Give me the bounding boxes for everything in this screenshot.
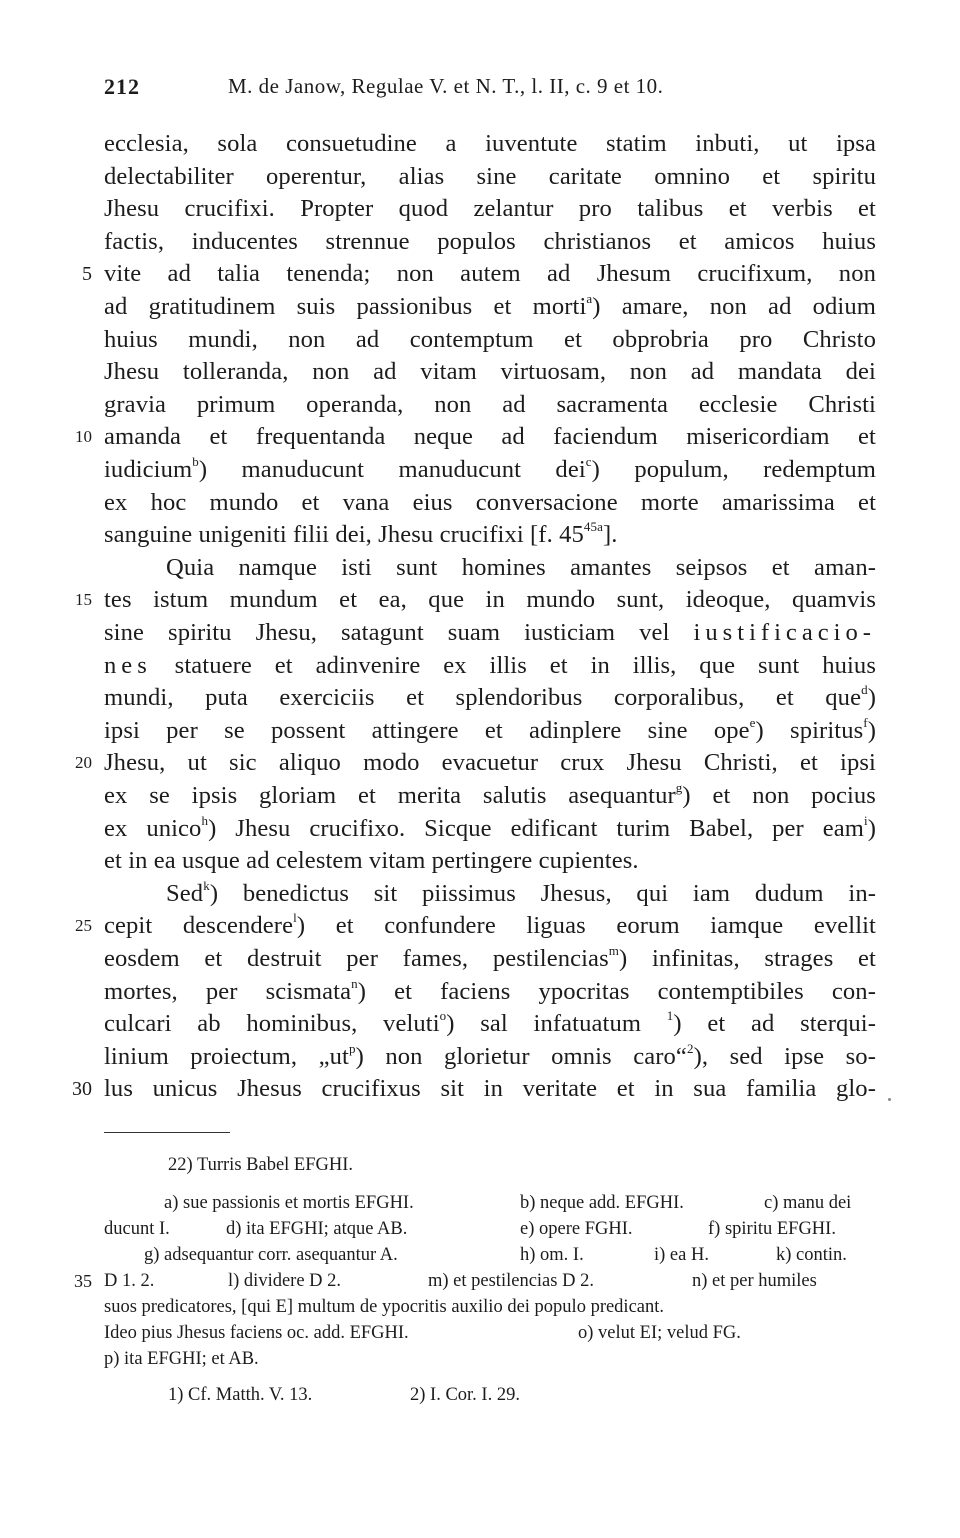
page-number: 212 bbox=[104, 74, 140, 99]
note-line bbox=[104, 1216, 876, 1242]
line-number: 35 bbox=[74, 1271, 92, 1291]
text-line: Jhesu tolleranda, non ad vitam virtuosam, non ad mandata dei bbox=[104, 358, 876, 386]
footnote-mark: i bbox=[864, 812, 868, 828]
note-h: h) om. I. bbox=[520, 1245, 584, 1265]
note-m: m) et pestilencias D 2. bbox=[428, 1271, 594, 1291]
text-line: gravia primum operanda, non ad sacramenta ecclesie Christi bbox=[104, 390, 876, 418]
note-c-cont: ducunt I. bbox=[104, 1219, 170, 1239]
footnote-mark: h bbox=[201, 812, 209, 828]
note-line: suos predicatores, [qui E] multum de ypocritis auxilio dei populo predicant. bbox=[104, 1297, 665, 1317]
footnote-mark: d bbox=[861, 682, 868, 698]
note-line: p) ita EFGHI; et AB. bbox=[104, 1349, 259, 1369]
note-e: e) opere FGHI. bbox=[520, 1219, 633, 1239]
footnote-mark: n bbox=[351, 975, 358, 991]
footnote-mark: l bbox=[293, 910, 297, 926]
text-line: Jhesu crucifixi. Propter quod zelantur pro talibus et verbis et bbox=[104, 195, 876, 223]
text-line: cepit descendere$^l$) et confundere liguas eorum iamque evellit bbox=[104, 910, 876, 940]
footnote-mark: m bbox=[608, 943, 619, 958]
footnote-rule bbox=[104, 1132, 230, 1133]
footnote-mark: p bbox=[348, 1040, 356, 1056]
text-line: ex se ipsis gloriam et merita salutis asequantur$^g$) et non pocius bbox=[104, 780, 876, 809]
note-l: l) dividere D 2. bbox=[228, 1271, 342, 1291]
page-header bbox=[0, 74, 960, 104]
footnote-mark: k bbox=[203, 877, 210, 893]
line-number: 30 bbox=[72, 1078, 92, 1101]
text-line: amanda et frequentanda neque ad faciendum misericordiam et bbox=[104, 423, 876, 451]
footnote-mark: g bbox=[675, 780, 683, 795]
text-line: linium proiectum, $„ut^p$) non glorietur omnis caro“$^2$), sed ipse so- bbox=[104, 1040, 876, 1070]
text-line: huius mundi, non ad contemptum et obprobria pro Christo bbox=[104, 325, 876, 353]
note-line bbox=[104, 1268, 876, 1294]
text-line: Quia namque isti sunt homines amantes seipsos et aman- bbox=[166, 553, 876, 581]
text-line: sanguine unigeniti filii dei, Jhesu crucifixi [f. $45^{45a}$]. bbox=[104, 519, 618, 549]
text-line: ipsi per se possent attingere et adinplere sine ope$^e$) spiritus$^f$) bbox=[104, 714, 876, 744]
line-number: 5 bbox=[82, 263, 92, 286]
text-line: vite ad talia tenenda; non autem ad Jhesum crucifixum, non bbox=[104, 260, 876, 288]
text-line: mortes, per scismata$^n$) et faciens ypocritas contemptibiles con- bbox=[104, 975, 876, 1005]
text-line: eosdem et destruit per fames, pestilencias$^m$) infinitas, strages et bbox=[104, 943, 876, 972]
text-line: et in ea usque ad celestem vitam pertingere cupientes. bbox=[104, 847, 639, 875]
text-line: delectabiliter operentur, alias sine caritate omnino et spiritu bbox=[104, 162, 876, 190]
text-line: iudicium$^b$) manuducunt manuducunt dei$^c$) populum, redemptum bbox=[104, 454, 876, 483]
reference-mark: 1 bbox=[666, 1008, 674, 1024]
reference-1: 1) Cf. Matth. V. 13. bbox=[168, 1385, 313, 1405]
note-a: a) sue passionis et mortis EFGHI. bbox=[164, 1193, 414, 1213]
note-o: o) velut EI; velud FG. bbox=[578, 1323, 741, 1343]
footnote-mark: o bbox=[439, 1008, 447, 1024]
text-line: ex hoc mundo et vana eius conversacione morte amarissima et bbox=[104, 488, 876, 516]
note-k: k) contin. bbox=[776, 1245, 847, 1265]
text-line: factis, inducentes strennue populos christianos et amicos huius bbox=[104, 227, 876, 255]
note-line bbox=[104, 1382, 876, 1408]
note-g: g) adsequantur corr. asequantur A. bbox=[144, 1245, 398, 1265]
text-line: ecclesia, sola consuetudine a iuventute statim inbuti, ut ipsa bbox=[104, 130, 876, 157]
note-n-cont: Ideo pius Jhesus faciens oc. add. EFGHI. bbox=[104, 1323, 409, 1343]
footnote-mark: a bbox=[586, 291, 593, 306]
footnote-mark: e bbox=[749, 714, 756, 730]
text-line: Sed$^k$) benedictus sit piissimus Jhesus, qui iam dudum in- bbox=[166, 877, 876, 907]
note-d: d) ita EFGHI; atque AB. bbox=[226, 1219, 408, 1239]
note-f: f) spiritu EFGHI. bbox=[708, 1219, 836, 1239]
text-line: ex unico$^h$) Jhesu crucifixo. Sicque edificant turim Babel, per eam$^i$) bbox=[104, 812, 877, 842]
note-k-cont: D 1. 2. bbox=[104, 1271, 155, 1291]
note-i: i) ea H. bbox=[654, 1245, 709, 1265]
speck bbox=[888, 1098, 891, 1101]
text-line: ad gratitudinem suis passionibus et morti$^a$) amare, non ad odium bbox=[104, 291, 876, 320]
note-line bbox=[104, 1242, 876, 1268]
running-head: M. de Janow, Regulae V. et N. T., l. II, c. 9 et 10. bbox=[228, 74, 664, 98]
text-line: tes istum mundum et ea, que in mundo sunt, ideoque, quamvis bbox=[104, 586, 876, 614]
reference-2: 2) I. Cor. I. 29. bbox=[410, 1385, 520, 1405]
note-n: n) et per humiles bbox=[692, 1271, 817, 1291]
line-number: 15 bbox=[75, 590, 92, 610]
folio-mark: 45a bbox=[583, 519, 603, 535]
note-line: 22) Turris Babel EFGHI. bbox=[168, 1155, 354, 1175]
reference-mark: 2 bbox=[686, 1040, 694, 1056]
text-line: sine spiritu Jhesu, satagunt suam iusticiam vel iustificacio- bbox=[104, 619, 876, 646]
note-b: b) neque add. EFGHI. bbox=[520, 1193, 684, 1213]
footnote-mark: f bbox=[863, 714, 868, 730]
line-number: 10 bbox=[75, 427, 92, 447]
note-c: c) manu dei bbox=[764, 1193, 852, 1213]
text-line: nes statuere et adinvenire ex illis et in illis, que sunt huius bbox=[104, 651, 876, 679]
line-number: 20 bbox=[75, 753, 92, 773]
text-line: mundi, puta exerciciis et splendoribus corporalibus, et que$^d$) bbox=[104, 682, 876, 712]
text-line: Jhesu, ut sic aliquo modo evacuetur crux Jhesu Christi, et ipsi bbox=[104, 749, 876, 777]
text-line: lus unicus Jhesus crucifixus sit in veritate et in sua familia glo- bbox=[104, 1075, 876, 1103]
line-number: 25 bbox=[75, 916, 92, 936]
note-line bbox=[104, 1190, 876, 1216]
text-line: culcari ab hominibus, veluti$^o$) sal infatuatum $^1$) et ad sterqui- bbox=[104, 1008, 877, 1038]
note-line bbox=[104, 1320, 876, 1346]
footnote-mark: c bbox=[585, 454, 592, 469]
footnote-mark: b bbox=[192, 454, 199, 469]
